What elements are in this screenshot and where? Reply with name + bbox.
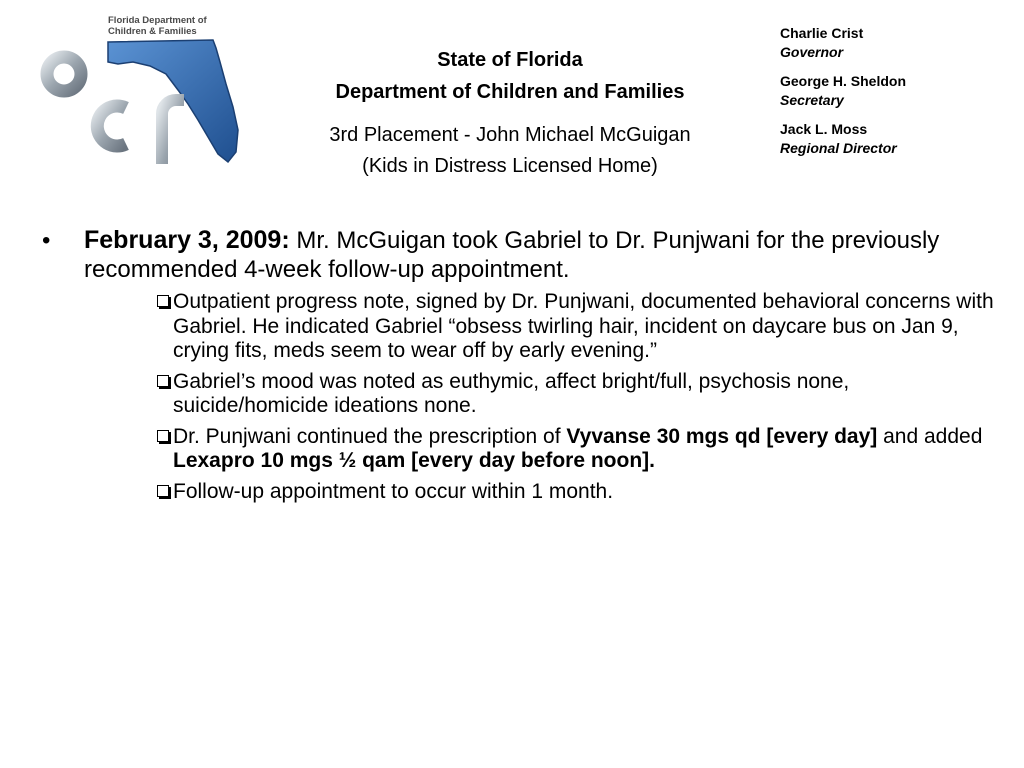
letter-c-graphic (97, 106, 126, 146)
checkbox-bullet-icon (157, 295, 169, 307)
logo-org-line1: Florida Department of (108, 15, 207, 26)
title-block (260, 44, 760, 182)
official-regional-director (780, 120, 1016, 158)
medication-lexapro: Lexapro 10 mgs ½ qam [every day before noon]. (173, 449, 655, 472)
dcf-logo (38, 12, 243, 170)
medication-vyvanse: Vyvanse 30 mgs qd [every day] (566, 424, 878, 448)
official-secretary (780, 72, 1016, 110)
bullet-summary: Mr. McGuigan took Gabriel to Dr. Punjwani for the previously recommended 4-week follow-up appointment. (84, 227, 940, 283)
checkbox-bullet-icon (157, 430, 169, 442)
checkbox-bullet-icon (157, 375, 169, 387)
official-title: Regional Director (780, 140, 897, 156)
sub-bullet-list (40, 290, 1000, 504)
logo-org-line2: Children & Families (108, 25, 197, 37)
title-department: Department of Children and Families (335, 81, 685, 103)
officials-list (780, 24, 1016, 168)
checkbox-bullet-icon (157, 485, 169, 497)
sub-bullet-item (40, 425, 1000, 474)
bullet-date: February 3, 2009: (84, 226, 290, 254)
subtitle-placement: 3rd Placement - John Michael McGuigan (329, 124, 691, 146)
logo-org-name (108, 16, 207, 37)
official-name: Jack L. Moss (780, 121, 868, 137)
title-state: State of Florida (437, 49, 583, 71)
sub-bullet-text-part: Dr. Punjwani continued the prescription of (173, 424, 567, 448)
sub-bullet-text: Gabriel’s mood was noted as euthymic, affect bright/full, psychosis none, suicide/homicide ideations none. (173, 369, 850, 417)
official-governor (780, 24, 1016, 62)
sub-bullet-text-part: and added (877, 424, 983, 448)
sub-bullet-text: Outpatient progress note, signed by Dr. Punjwani, documented behavioral concerns with Gabriel. He indicated Gabriel “obsess twirling hair, incident on daycare bus on Jan 9, crying fits, meds seem to wear off by early evening.” (173, 290, 994, 362)
official-name: Charlie Crist (780, 25, 864, 41)
letter-d-graphic (47, 16, 85, 94)
slide-content (40, 226, 1000, 510)
sub-bullet-item (40, 290, 1000, 364)
official-title: Governor (780, 44, 844, 60)
sub-bullet-text: Follow-up appointment to occur within 1 month. (173, 479, 614, 503)
official-name: George H. Sheldon (780, 73, 907, 89)
letter-f-graphic (148, 100, 184, 164)
main-bullet (40, 226, 1000, 284)
bullet-icon: • (42, 227, 51, 254)
official-title: Secretary (780, 92, 844, 108)
sub-bullet-item (40, 480, 1000, 505)
subtitle-home: (Kids in Distress Licensed Home) (362, 155, 658, 177)
sub-bullet-item (40, 370, 1000, 419)
